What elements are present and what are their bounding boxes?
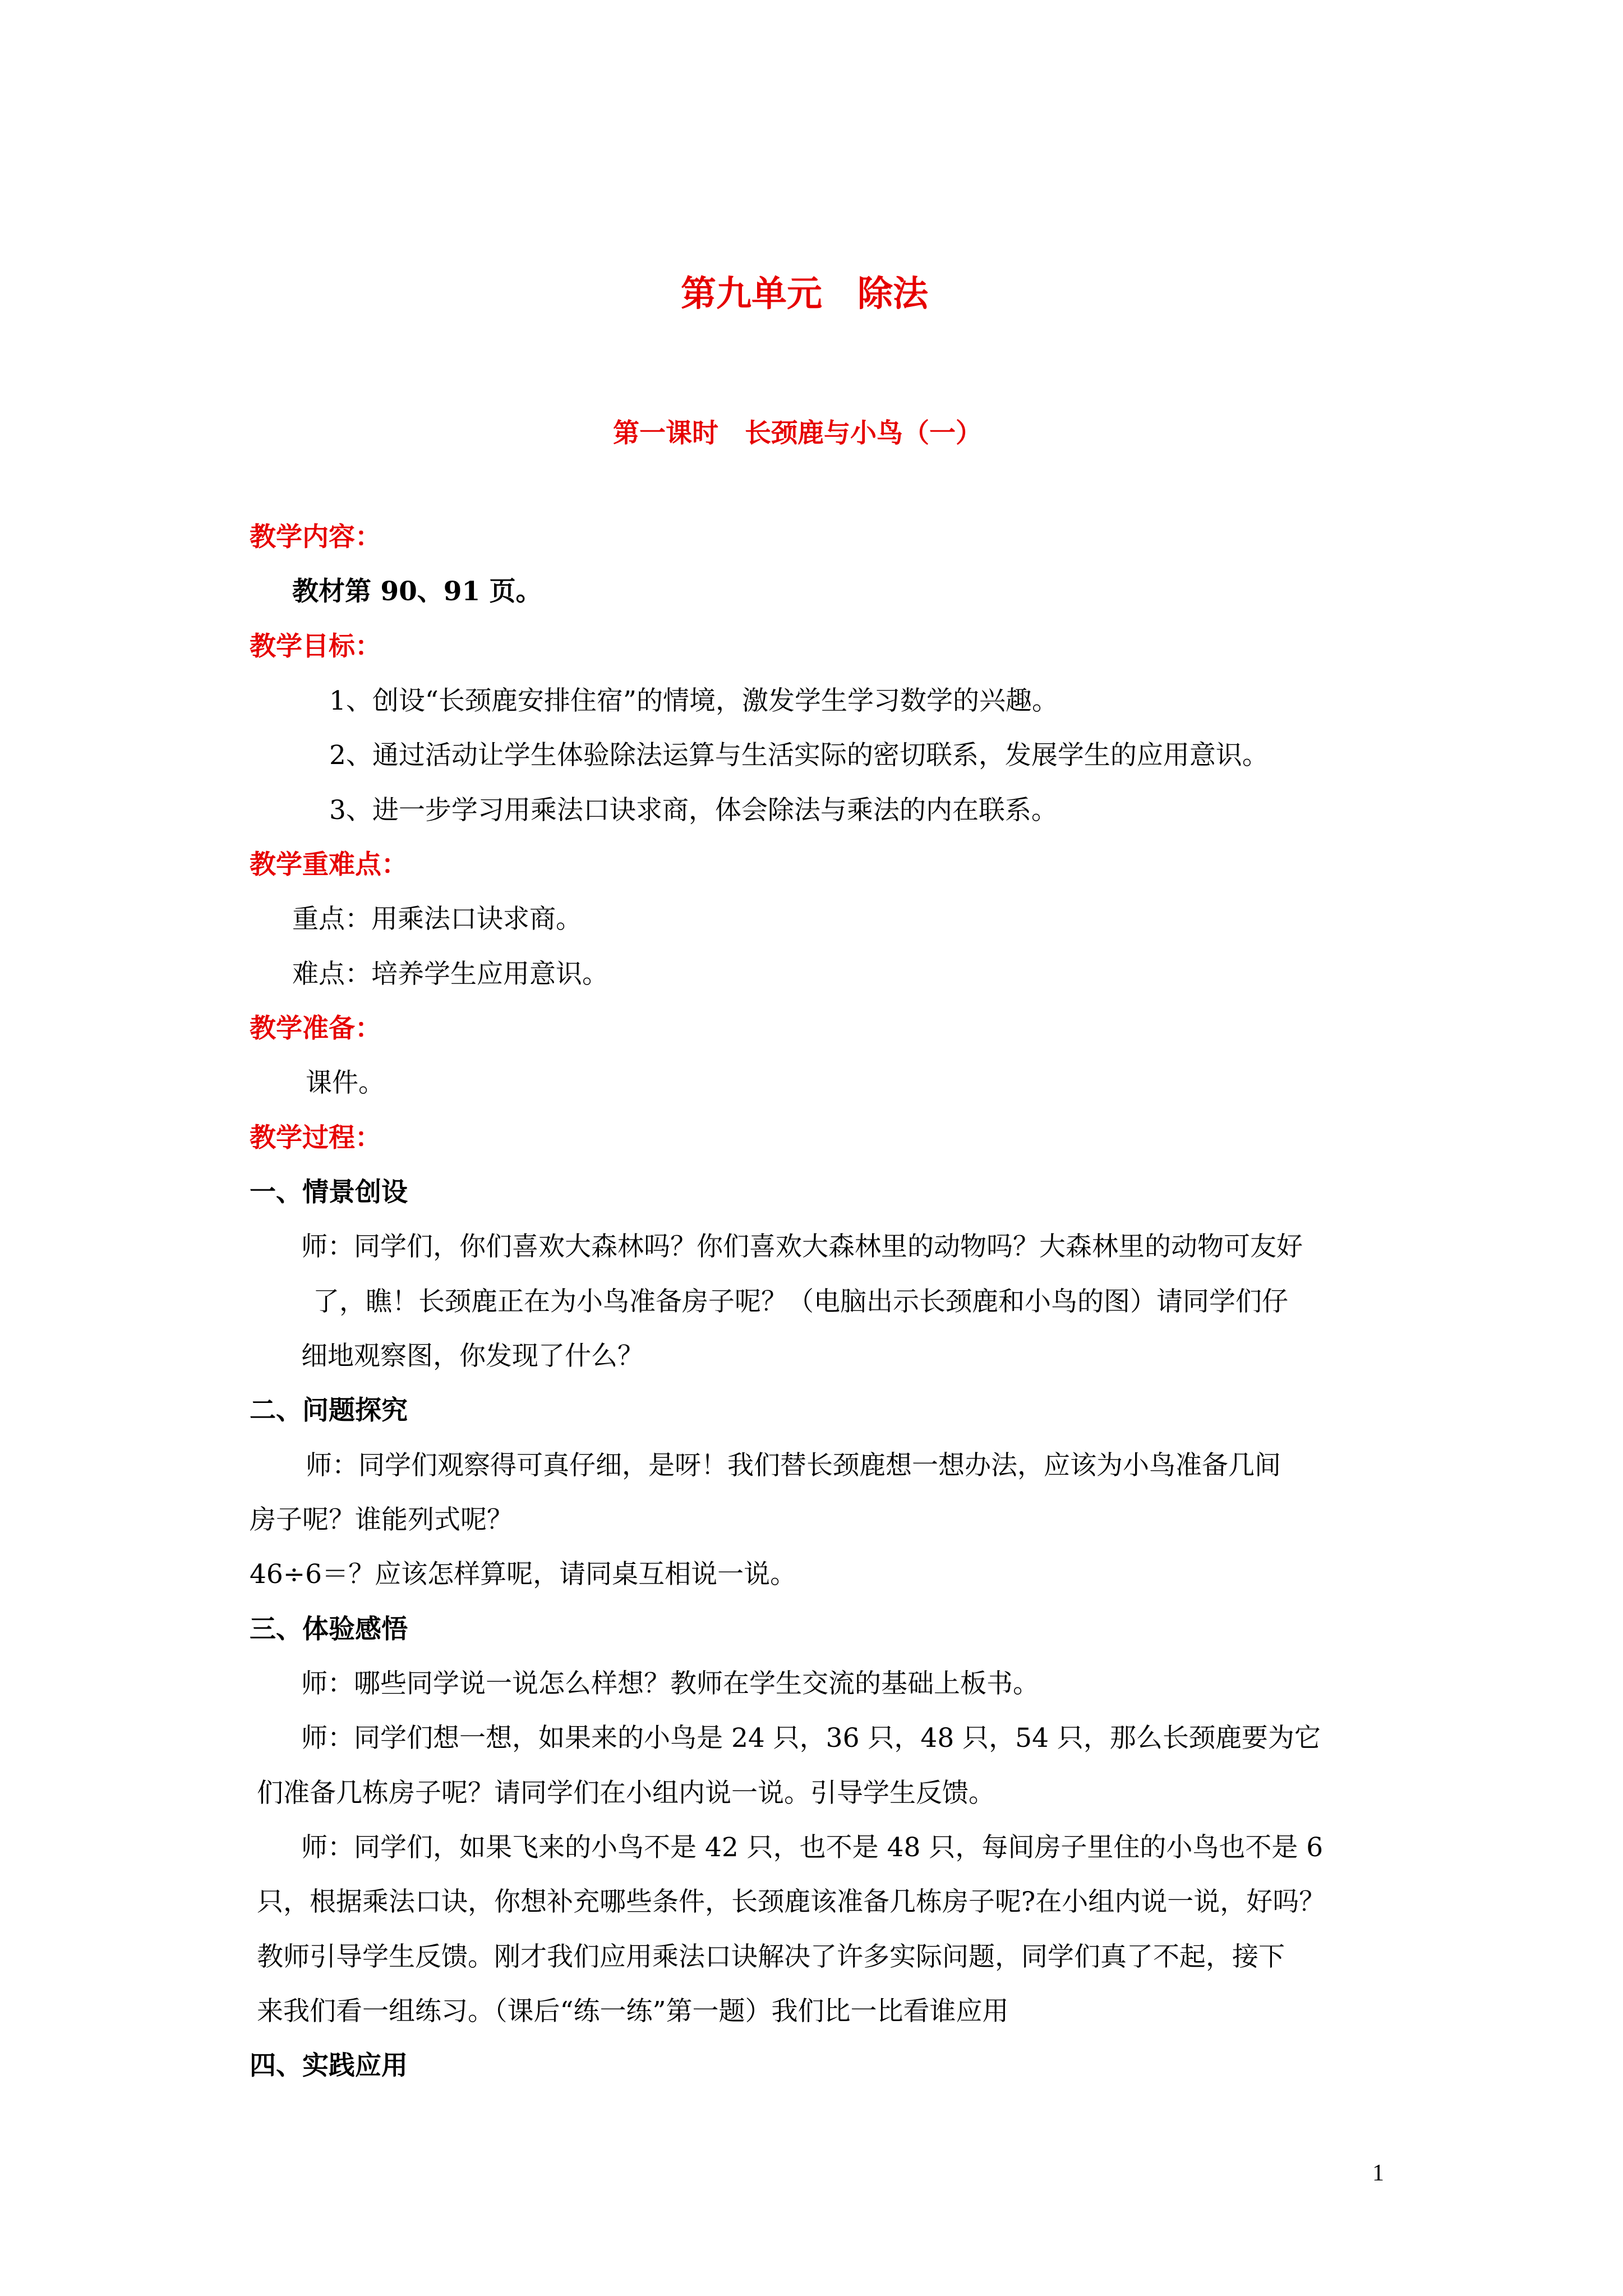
goal-item-1: 1、创设“长颈鹿安排住宿”的情境，激发学生学习数学的兴趣。 [329, 685, 1058, 716]
paragraph-line: 房子呢？谁能列式呢？ [250, 1504, 513, 1535]
step-heading-2: 二、问题探究 [250, 1395, 408, 1426]
difficulty-text: 难点：培养学生应用意识。 [292, 959, 608, 990]
preparation-text: 课件。 [306, 1068, 385, 1098]
paragraph-line: 师：同学们，如果飞来的小鸟不是 42 只，也不是 48 只，每间房子里住的小鸟也不是 6 [301, 1832, 1324, 1863]
paragraph-line: 师：同学们观察得可真仔细，是呀！我们替长颈鹿想一想办法，应该为小鸟准备几间 [306, 1450, 1281, 1481]
paragraph-line: 来我们看一组练习。（课后“练一练”第一题）我们比一比看谁应用 [257, 1996, 1009, 2027]
section-heading-preparation: 教学准备： [250, 1013, 381, 1044]
step-heading-3: 三、体验感悟 [250, 1614, 408, 1645]
paragraph-line: 师：同学们想一想，如果来的小鸟是 24 只，36 只，48 只，54 只，那么长颈鹿要为它 [301, 1723, 1321, 1754]
step-heading-1: 一、情景创设 [250, 1177, 408, 1208]
paragraph-line: 们准备几栋房子呢？请同学们在小组内说一说。引导学生反馈。 [257, 1778, 995, 1809]
paragraph-line: 细地观察图，你发现了什么？ [301, 1341, 644, 1372]
paragraph-line: 46÷6＝？应该怎样算呢，请同桌互相说一说。 [250, 1559, 797, 1590]
content-text: 教材第 90、91 页。 [292, 576, 542, 607]
paragraph-line: 了，瞧！长颈鹿正在为小鸟准备房子呢？（电脑出示长颈鹿和小鸟的图）请同学们仔 [313, 1286, 1288, 1317]
paragraph-line: 师：同学们，你们喜欢大森林吗？你们喜欢大森林里的动物吗？大森林里的动物可友好 [301, 1231, 1303, 1262]
paragraph-line: 只，根据乘法口诀，你想补充哪些条件，长颈鹿该准备几栋房子呢?在小组内说一说，好吗？ [257, 1887, 1326, 1917]
step-heading-4: 四、实践应用 [250, 2050, 408, 2081]
page-title: 第九单元 除法 [681, 273, 928, 314]
section-heading-goals: 教学目标： [250, 631, 381, 662]
paragraph-line: 教师引导学生反馈。刚才我们应用乘法口诀解决了许多实际问题，同学们真了不起，接下 [257, 1941, 1285, 1972]
section-heading-content: 教学内容： [250, 522, 381, 553]
goal-item-2: 2、通过活动让学生体验除法运算与生活实际的密切联系，发展学生的应用意识。 [329, 740, 1269, 771]
page-number: 1 [1372, 2160, 1384, 2186]
section-heading-process: 教学过程： [250, 1122, 381, 1153]
goal-item-3: 3、进一步学习用乘法口诀求商，体会除法与乘法的内在联系。 [329, 795, 1058, 826]
section-heading-keypoints: 教学重难点： [250, 849, 408, 880]
paragraph-line: 师：哪些同学说一说怎么样想？教师在学生交流的基础上板书。 [301, 1668, 1039, 1699]
keypoint-text: 重点：用乘法口诀求商。 [292, 904, 582, 935]
lesson-subtitle: 第一课时 长颈鹿与小鸟（一） [613, 418, 982, 449]
